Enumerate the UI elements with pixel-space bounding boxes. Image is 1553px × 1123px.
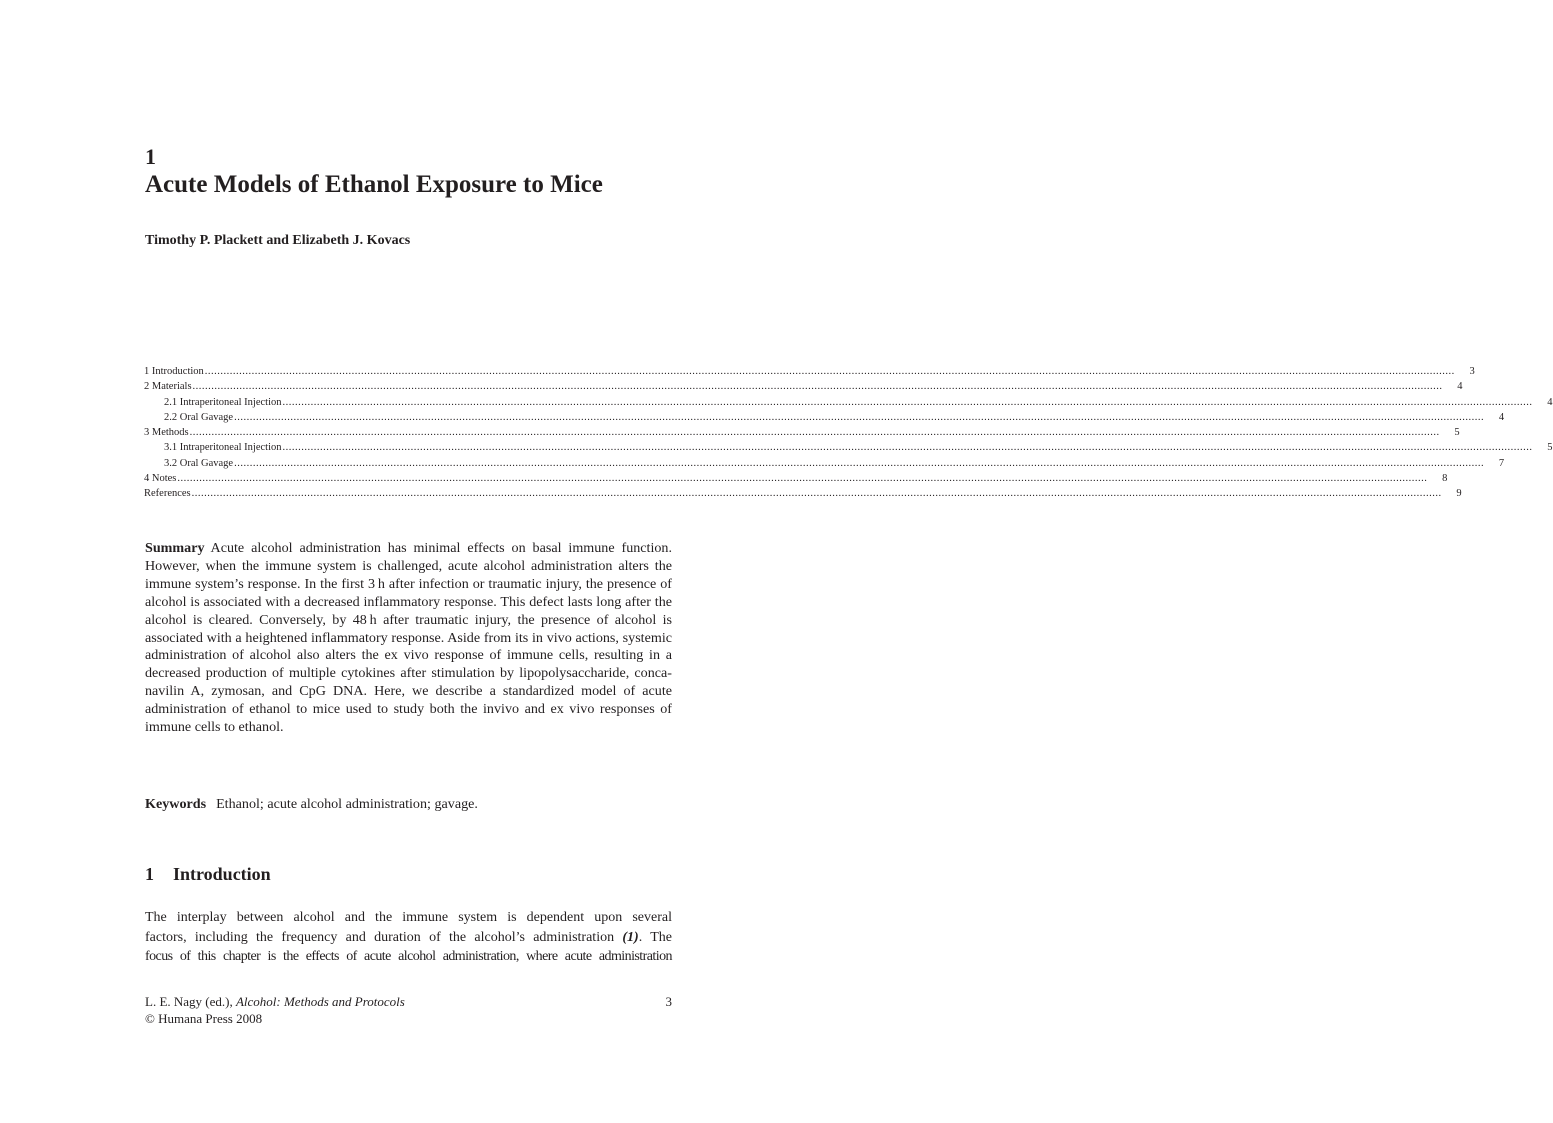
footer-book-line	[145, 993, 405, 1010]
table-of-contents	[144, 364, 1553, 502]
footer-copyright: © Humana Press 2008	[145, 1011, 263, 1026]
toc-dot-leader: ................................................................................................................................................................................................................................................................................................................................................................................................................	[204, 366, 1455, 377]
toc-entry[interactable]	[144, 395, 1553, 410]
intro-line: The interplay between alcohol and the immune system is dependent upon several	[145, 910, 672, 925]
toc-entry-label: 1 Introduction	[144, 366, 204, 377]
toc-entry-page: 4	[1498, 411, 1505, 423]
chapter-title: Acute Models of Ethanol Exposure to Mice	[145, 171, 603, 198]
toc-entry-label: 2 Materials	[144, 381, 192, 393]
toc-entry[interactable]	[144, 456, 1505, 471]
toc-entry-page: 5	[1547, 442, 1553, 454]
citation[interactable]: (1)	[622, 929, 639, 945]
toc-entry-label: 3.1 Intraperitoneal Injection	[164, 442, 282, 454]
keywords-line	[145, 795, 478, 813]
footer-citation	[145, 993, 405, 1027]
toc-dot-leader: ................................................................................................................................................................................................................................................................................................................................................................................................................	[192, 381, 1443, 393]
footer-editor: L. E. Nagy (ed.),	[145, 994, 236, 1009]
toc-dot-leader: ................................................................................................................................................................................................................................................................................................................................................................................................................	[282, 396, 1533, 408]
intro-text: factors, including the frequency and duration of the alcohol’s administration	[145, 929, 623, 945]
toc-entry-label: 2.2 Oral Gavage	[164, 411, 234, 423]
summary-text: Acute alcohol administration has minimal effects on basal immune function. However, when the immune system is challenged, acute alcohol administration alters the immune system’s response. In the first 3 h after infection or traumatic injury, the presence of alcohol is associated with a decreased inflammatory response. This defect lasts long after the alcohol is cleared. Conversely, by 48 h after traumatic injury, the presence of alcohol is associated with a heightened inflammatory response. Aside from its in vivo actions, systemic administration of alcohol also alters the ex vivo response of immune cells, resulting in a decreased production of multiple cytokines after stimulation by lipopolysaccharide, concanavilin A, zymosan, and CpG DNA. Here, we describe a standardized model of acute administration of ethanol to mice used to study both the invivo and ex vivo responses of immune cells to ethanol.	[145, 540, 672, 736]
introduction-paragraph	[145, 908, 672, 967]
intro-line	[145, 928, 672, 948]
intro-line: focus of this chapter is the effects of acute alcohol administration, where acute administration	[145, 949, 672, 964]
toc-entry-page: 3	[1469, 366, 1475, 377]
toc-entry-label: 4 Notes	[144, 473, 177, 485]
toc-entry-label: 3.2 Oral Gavage	[164, 457, 234, 469]
toc-dot-leader: ................................................................................................................................................................................................................................................................................................................................................................................................................	[177, 473, 1428, 485]
authors: Timothy P. Plackett and Elizabeth J. Kovacs	[145, 233, 411, 248]
keywords-text: Ethanol; acute alcohol administration; gavage.	[216, 796, 478, 812]
toc-entry[interactable]	[144, 379, 1463, 394]
keywords-heading: Keywords	[145, 796, 207, 812]
section-title: Introduction	[173, 864, 271, 884]
footer-book-title: Alcohol: Methods and Protocols	[235, 994, 405, 1009]
toc-dot-leader: ................................................................................................................................................................................................................................................................................................................................................................................................................	[191, 488, 1442, 500]
summary-heading: Summary	[145, 540, 205, 556]
toc-entry[interactable]	[144, 364, 1475, 379]
toc-dot-leader: ................................................................................................................................................................................................................................................................................................................................................................................................................	[189, 427, 1440, 439]
toc-dot-leader: ................................................................................................................................................................................................................................................................................................................................................................................................................	[234, 457, 1485, 469]
summary-paragraph	[145, 540, 672, 737]
section-number: 1	[145, 864, 154, 884]
toc-entry[interactable]	[144, 425, 1460, 440]
toc-entry-label: References	[144, 488, 191, 500]
toc-entry-page: 7	[1498, 457, 1505, 469]
page-number: 3	[665, 994, 672, 1009]
toc-entry[interactable]	[144, 471, 1448, 486]
toc-entry-label: 2.1 Intraperitoneal Injection	[164, 396, 282, 408]
toc-dot-leader: ................................................................................................................................................................................................................................................................................................................................................................................................................	[234, 411, 1485, 423]
intro-text: . The	[638, 929, 672, 945]
toc-entry-page: 4	[1457, 381, 1463, 393]
toc-entry-page: 8	[1442, 473, 1448, 485]
section-heading-introduction	[145, 863, 271, 885]
toc-entry-page: 9	[1456, 488, 1462, 500]
chapter-number: 1	[145, 144, 156, 169]
toc-entry[interactable]	[144, 410, 1505, 425]
toc-entry[interactable]	[144, 440, 1553, 455]
toc-entry-label: 3 Methods	[144, 427, 189, 439]
toc-entry-page: 4	[1547, 396, 1553, 408]
toc-dot-leader: ................................................................................................................................................................................................................................................................................................................................................................................................................	[282, 442, 1533, 454]
toc-entry[interactable]	[144, 486, 1462, 501]
toc-entry-page: 5	[1454, 427, 1460, 439]
